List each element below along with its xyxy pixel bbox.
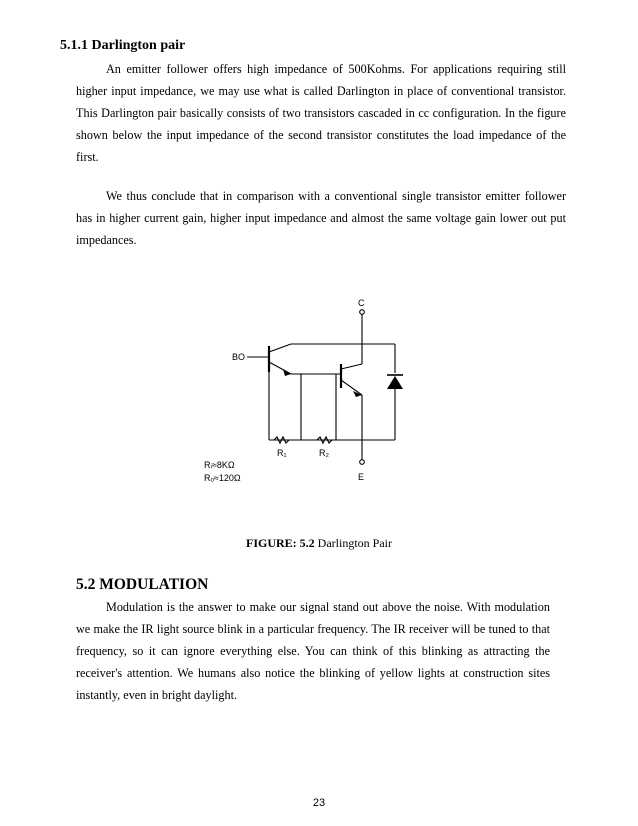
section-heading-darlington: 5.1.1 Darlington pair [60, 38, 186, 53]
paragraph-darlington-conclusion: We thus conclude that in comparison with a conventional single transistor emitter follower has in higher current gain, higher input impedance and almost the same voltage gain lower out put impedances. [76, 189, 566, 247]
label-r1: R₁ [277, 448, 287, 458]
label-ro: Rₒ≈120Ω [204, 473, 241, 483]
label-base: BO [232, 352, 246, 362]
darlington-circuit-diagram [195, 290, 425, 495]
diode-symbol [387, 376, 403, 389]
figure-caption-label: FIGURE: 5.2 [246, 536, 315, 550]
q1-emitter-arrow [283, 369, 291, 376]
label-emitter: E [358, 472, 365, 482]
figure-caption [0, 536, 638, 551]
label-r2: R₂ [319, 448, 329, 458]
emitter-terminal [360, 460, 365, 465]
figure-caption-text: Darlington Pair [314, 536, 392, 550]
section-heading-modulation: 5.2 MODULATION [76, 576, 209, 593]
paragraph-darlington-intro: An emitter follower offers high impedance of 500Kohms. For applications requiring still higher input impedance, we may use what is called Darlington in place of conventional transistor. This Darlington pair basically consists of two transistors cascaded in cc configuration. In the figure shown below the input impedance of the second transistor constitutes the load impedance of the first. [76, 62, 566, 164]
label-collector: C [358, 298, 365, 308]
paragraph-modulation: Modulation is the answer to make our signal stand out above the noise. With modulation we make the IR light source blink in a particular frequency. The IR receiver will be tuned to that frequency, so it can ignore everything else. You can think of this blinking as attracting the receiver's attention. We humans also notice the blinking of yellow lights at construction sites instantly, even in bright daylight. [76, 600, 550, 702]
collector-terminal [360, 310, 365, 315]
label-ri: Rᵢ≈8KΩ [204, 460, 235, 470]
page-number: 23 [312, 797, 326, 809]
